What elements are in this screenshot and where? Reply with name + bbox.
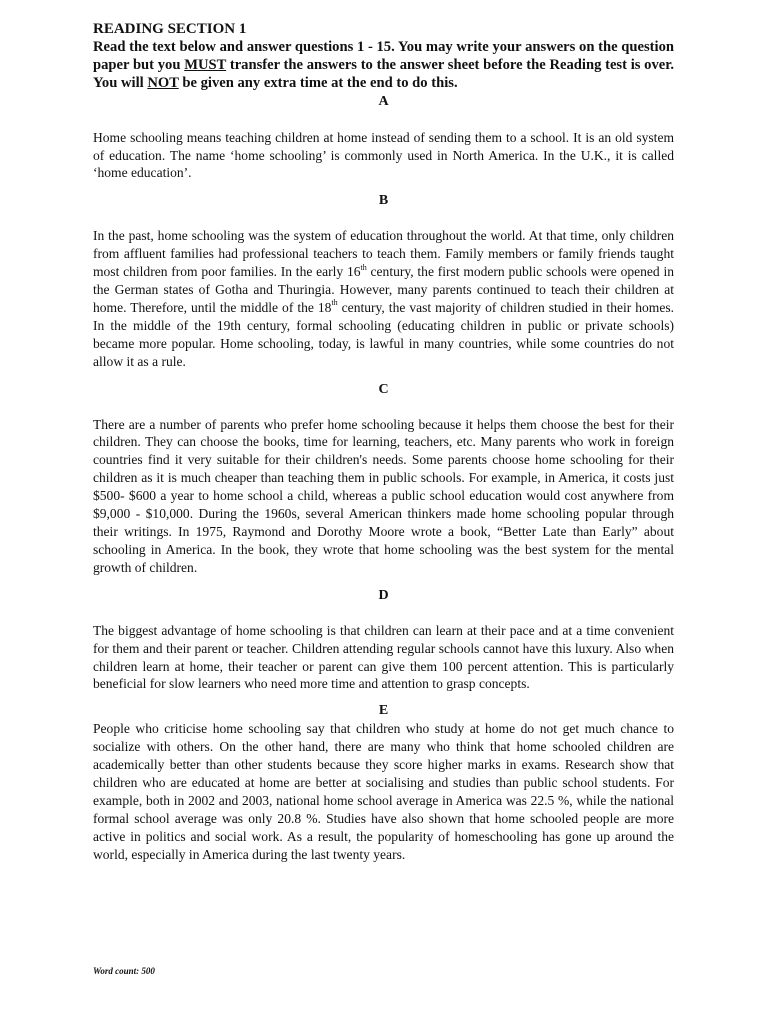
word-count: Word count: 500 (93, 966, 155, 976)
paragraph-b-part-2: century, the first modern public schools were opened in the German states of Gotha and Thuringia. However, many parents continued to teach their children at home. Therefore, until the middle of the 18 (93, 264, 675, 315)
paragraph-b-part-1: In the past, home schooling was the system of education throughout the world. At that time, only children from affluent families had professional teachers to teach them. Family members or family friends taught most children from poor families. In the early 16 (93, 228, 674, 280)
heading-c: C (378, 381, 389, 397)
paragraph-b-part-3: century, the vast majority of children studied in their homes. In the middle of the 19th century, formal schooling (educating children in public or private schools) became more popular. Home schooling, today, is lawful in many countries, while some countries do not allow it as a rule. (93, 299, 675, 369)
reading-page (93, 20, 674, 864)
paragraph-d: The biggest advantage of home schooling is that children can learn at their pace and at a time convenient for them and their parent or teacher. Children attending regular schools cannot have this luxury. Also when children learn at home, their teacher or parent can give them 100 percent attention. This is particularly beneficial for slow learners who need more time and attention to grasp concepts. (93, 622, 674, 692)
instructions (93, 38, 674, 93)
instructions-part-1: Read the text below and answer questions 1 - 15. You may write your answers on the question paper but you (93, 39, 674, 74)
section-title: READING SECTION 1 (93, 21, 247, 37)
heading-a: A (378, 93, 389, 109)
instructions-part-2: transfer the answers to the answer sheet before the Reading test is over. You will (93, 57, 675, 92)
heading-d: D (378, 587, 389, 603)
ordinal-superscript: th (331, 298, 338, 308)
not-emphasis: NOT (147, 75, 179, 92)
heading-e: E (378, 703, 389, 719)
instructions-part-3: be given any extra time at the end to do this. (178, 75, 458, 92)
paragraph-e: People who criticise home schooling say that children who study at home do not get much chance to socialize with others. On the other hand, there are many who think that home schooled children are academically better than other students because they score higher marks in exams. Research show that children who are educated at home are better at socialising and studies than public school students. For example, both in 2002 and 2003, national home school average in America was 22.5 %, while the national formal school average was only 20.8 %. Studies have also shown that home schooled people are more active in politics and social work. As a result, the popularity of homeschooling has gone up around the world, especially in America during the last twenty years. (93, 721, 674, 862)
heading-b: B (378, 193, 389, 209)
paragraph-c: There are a number of parents who prefer home schooling because it helps them choose the best for their children. They can choose the books, time for learning, teachers, etc. Many parents who work in foreign countries find it very suitable for their children's needs. Some parents choose home schooling for their children as it is much cheaper than teaching them in public schools. For example, in America, it costs just $500- $600 a year to home school a child, whereas a public school education would cost anywhere from $9,000 - $10,000. During the 1960s, several American thinkers made home schooling popular through their writings. In 1975, Raymond and Dorothy Moore wrote a book, “Better Late than Early” about schooling in America. In the book, they wrote that home schooling was the best system for the mental growth of children. (93, 416, 674, 575)
ordinal-superscript: th (360, 262, 367, 272)
must-emphasis: MUST (184, 57, 227, 74)
paragraph-a: Home schooling means teaching children at home instead of sending them to a school. It is an old system of education. The name ‘home schooling’ is commonly used in North America. In the U.K., it is called ‘home education’. (93, 129, 674, 181)
paragraph-b (93, 227, 674, 370)
